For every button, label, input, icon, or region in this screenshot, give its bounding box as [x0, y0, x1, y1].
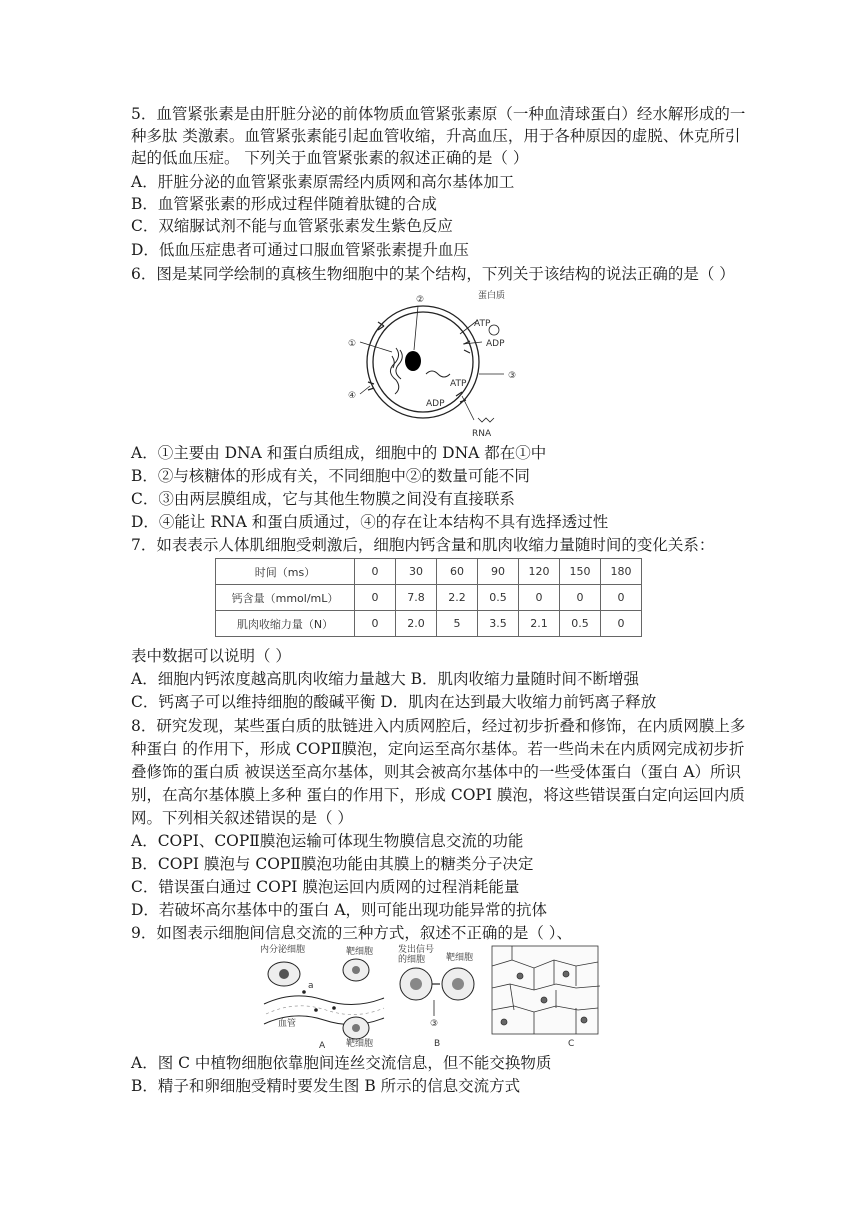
table-row	[216, 559, 642, 585]
table-cell: 150	[560, 559, 601, 585]
q8-option-d: D．若破坏高尔基体中的蛋白 A，则可能出现功能异常的抗体	[131, 901, 548, 919]
q5-stem-line1: 5．血管紧张素是由肝脏分泌的前体物质血管紧张素原（一种血清球蛋白）经水解形成的一	[131, 105, 746, 123]
label-target-a2: 靶细胞	[346, 1039, 374, 1049]
table-cell: 0.5	[478, 585, 519, 611]
table-cell: 7.8	[396, 585, 437, 611]
label-target-a1: 靶细胞	[346, 947, 374, 957]
table-cell: 0.5	[560, 611, 601, 637]
table-cell: 120	[519, 559, 560, 585]
table-cell: 2.1	[519, 611, 560, 637]
q8-stem-line1: 8．研究发现，某些蛋白质的肽链进入内质网腔后，经过初步折叠和修饰，在内质网膜上多	[131, 717, 746, 735]
caption-b: B	[434, 1039, 441, 1049]
table-cell: 0	[355, 585, 396, 611]
table-cell: 0	[519, 585, 560, 611]
panel-b	[398, 943, 474, 1049]
q6-stem: 6．图是某同学绘制的真核生物细胞中的某个结构，下列关于该结构的说法正确的是（ ）	[131, 265, 735, 283]
label-atp-bottom: ATP	[450, 379, 467, 389]
table-cell: 0	[601, 585, 642, 611]
table-cell: 2.0	[396, 611, 437, 637]
q7-options-ab: A．细胞内钙浓度越高肌肉收缩力量越大 B．肌肉收缩力量随时间不断增强	[131, 670, 640, 688]
table-cell: 90	[478, 559, 519, 585]
table-cell: 180	[601, 559, 642, 585]
row-header: 钙含量（mmol/mL）	[216, 585, 355, 611]
q5-option-b: B．血管紧张素的形成过程伴随着肽键的合成	[131, 195, 437, 213]
q8-stem-line3: 叠修饰的蛋白质 被误送至高尔基体，则其会被高尔基体中的一些受体蛋白（蛋白 A）所识	[131, 763, 742, 781]
q7-stem: 7．如表表示人体肌细胞受刺激后，细胞内钙含量和肌肉收缩力量随时间的变化关系：	[131, 536, 715, 554]
label-signal: 发出信号	[398, 945, 435, 955]
table-cell: 30	[396, 559, 437, 585]
label-endocrine: 内分泌细胞	[260, 945, 306, 955]
label-target-b: 靶细胞	[446, 953, 474, 963]
label-1: ①	[348, 339, 357, 349]
q6-option-b: B．②与核糖体的形成有关，不同细胞中②的数量可能不同	[131, 467, 530, 485]
label-2: ②	[416, 295, 425, 305]
q5-stem-line2: 种多肽 类激素。血管紧张素能引起血管收缩，升高血压，用于各种原因的虚脱、休克所引	[131, 127, 741, 145]
label-signal-cell: 的细胞	[398, 955, 426, 965]
table-cell: 3.5	[478, 611, 519, 637]
caption-a: A	[319, 1041, 326, 1050]
q9-option-a: A．图 C 中植物细胞依靠胞间连丝交流信息，但不能交换物质	[131, 1054, 552, 1072]
label-adp-top: ADP	[486, 339, 505, 349]
table-cell: 0	[560, 585, 601, 611]
label-a: a	[308, 981, 314, 991]
label-atp-top: ATP	[474, 319, 491, 329]
table-row	[216, 611, 642, 637]
q8-stem-line2: 种蛋白 的作用下，形成 COPⅡ膜泡，定向运至高尔基体。若一些尚未在内质网完成初步折	[131, 740, 745, 758]
q8-stem-line5: 网。下列相关叙述错误的是（ ）	[131, 809, 353, 827]
q8-option-c: C．错误蛋白通过 COPI 膜泡运回内质网的过程消耗能量	[131, 878, 520, 896]
q9-stem: 9．如图表示细胞间信息交流的三种方式，叙述不正确的是（ ）、	[131, 924, 573, 942]
q8-stem-line4: 别，在高尔基体膜上多种 蛋白的作用下，形成 COPI 膜泡，将这些错误蛋白定向运回内质	[131, 786, 745, 804]
table-cell: 2.2	[437, 585, 478, 611]
q9-option-b: B．精子和卵细胞受精时要发生图 B 所示的信息交流方式	[131, 1077, 521, 1095]
label-4: ④	[348, 391, 357, 401]
label-3: ③	[430, 1019, 439, 1029]
label-protein: 蛋白质	[478, 291, 506, 301]
label-rna: RNA	[472, 429, 492, 438]
table-cell: 60	[437, 559, 478, 585]
table-cell: 0	[355, 559, 396, 585]
q6-option-c: C．③由两层膜组成，它与其他生物膜之间没有直接联系	[131, 490, 515, 508]
q6-option-d: D．④能让 RNA 和蛋白质通过，④的存在让本结构不具有选择透过性	[131, 513, 609, 531]
panel-a	[260, 943, 384, 1050]
cell-communication-diagram	[254, 942, 602, 1050]
calcium-force-table	[215, 558, 642, 637]
label-blood: 血管	[278, 1019, 297, 1029]
table-cell: 5	[437, 611, 478, 637]
label-adp-bottom: ADP	[426, 399, 445, 409]
q5-stem-line3: 起的低血压症。 下列关于血管紧张素的叙述正确的是（ ）	[131, 149, 529, 167]
table-cell: 0	[601, 611, 642, 637]
table-row	[216, 585, 642, 611]
row-header: 肌肉收缩力量（N）	[216, 611, 355, 637]
panel-c	[492, 946, 600, 1034]
row-header: 时间（ms）	[216, 559, 355, 585]
q5-option-a: A．肝脏分泌的血管紧张素原需经内质网和高尔基体加工	[131, 173, 515, 191]
q5-option-c: C．双缩脲试剂不能与血管紧张素发生紫色反应	[131, 217, 453, 235]
caption-c: C	[568, 1039, 575, 1049]
table-cell: 0	[355, 611, 396, 637]
q8-option-a: A．COPI、COPⅡ膜泡运输可体现生物膜信息交流的功能	[131, 832, 524, 850]
q5-option-d: D．低血压症患者可通过口服血管紧张素提升血压	[131, 241, 469, 259]
label-3: ③	[508, 371, 517, 381]
q7-followup: 表中数据可以说明（ ）	[131, 647, 291, 665]
q8-option-b: B．COPI 膜泡与 COPⅡ膜泡功能由其膜上的糖类分子决定	[131, 855, 534, 873]
nucleus-diagram	[338, 286, 528, 438]
q6-option-a: A．①主要由 DNA 和蛋白质组成，细胞中的 DNA 都在①中	[131, 444, 547, 462]
q7-options-cd: C．钙离子可以维持细胞的酸碱平衡 D．肌肉在达到最大收缩力前钙离子释放	[131, 693, 657, 711]
